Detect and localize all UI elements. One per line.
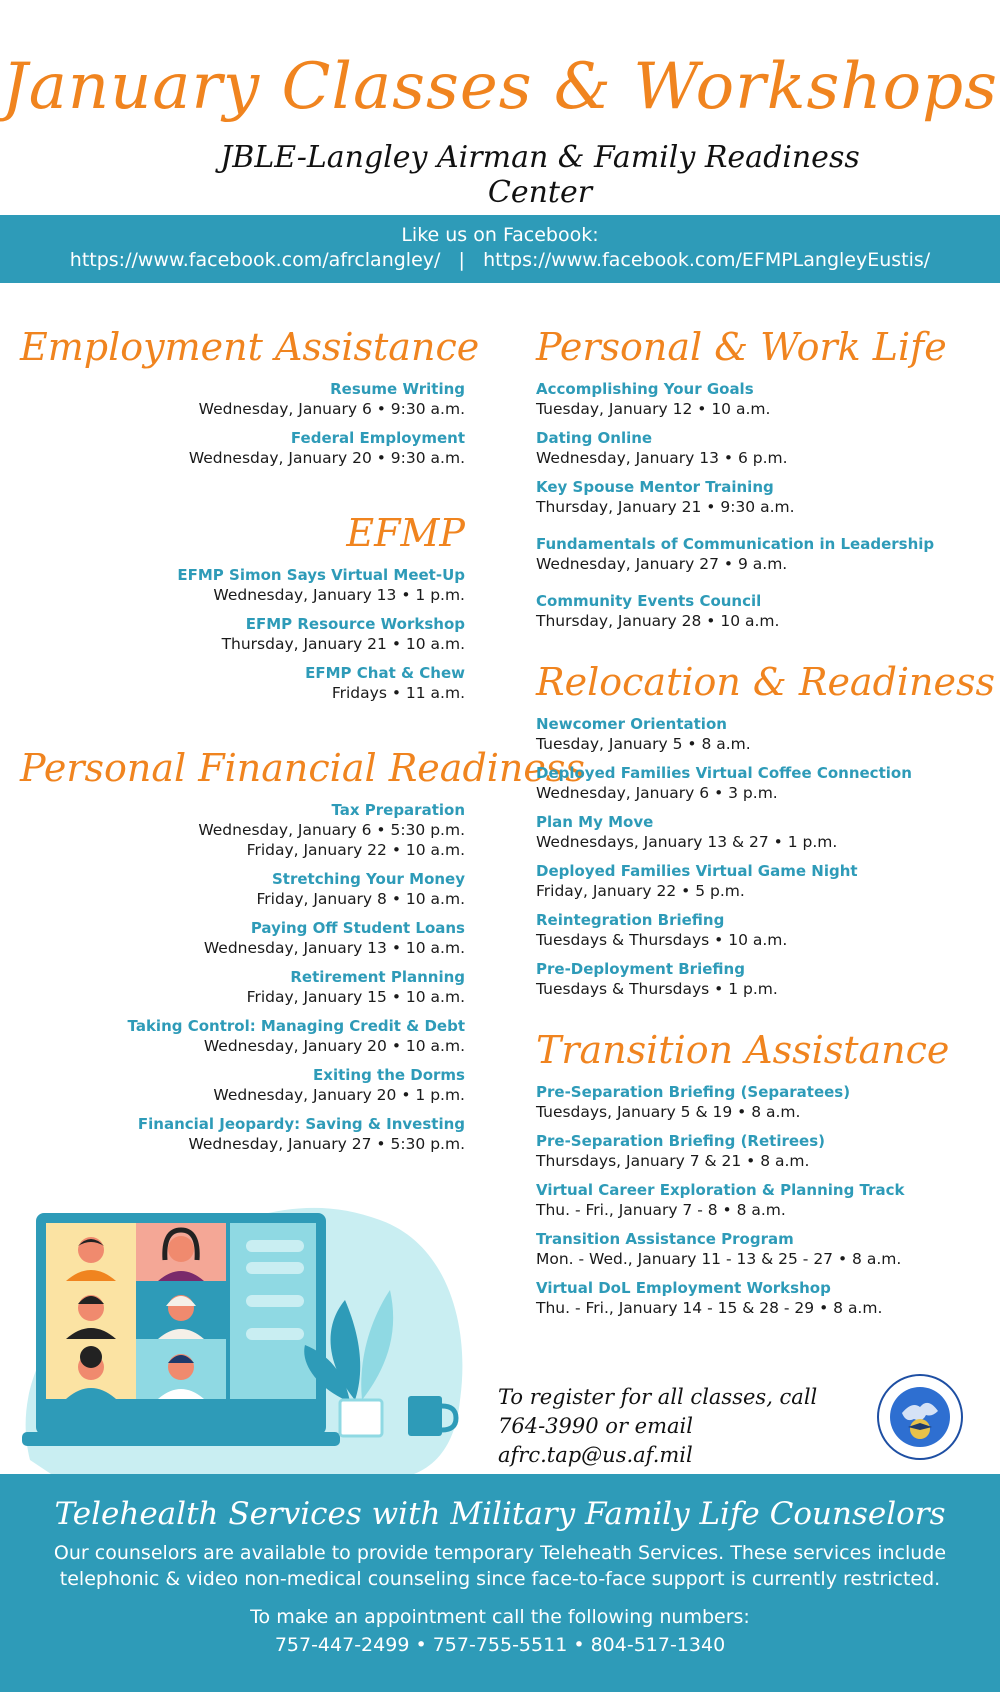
registration-line-2: 764-3990 or email afrc.tap@us.af.mil [498, 1414, 693, 1467]
telehealth-line-1: Our counselors are available to provide temporary Teleheath Services. These services include [53, 1542, 947, 1564]
class-entry [536, 592, 981, 631]
class-name[interactable]: Resume Writing [330, 380, 465, 398]
class-name[interactable]: Pre-Separation Briefing (Separatees) [536, 1083, 851, 1101]
class-name[interactable]: Virtual Career Exploration & Planning Track [536, 1181, 905, 1199]
class-name[interactable]: Tax Preparation [331, 801, 465, 819]
class-entry [536, 1132, 981, 1171]
class-name[interactable]: Virtual DoL Employment Workshop [536, 1279, 831, 1297]
class-time: Wednesday, January 20 • 10 a.m. [203, 1037, 465, 1055]
class-name[interactable]: Pre-Separation Briefing (Retirees) [536, 1132, 825, 1150]
class-name[interactable]: Financial Jeopardy: Saving & Investing [137, 1115, 465, 1133]
class-time: Thursday, January 21 • 9:30 a.m. [536, 498, 795, 516]
class-time: Friday, January 15 • 10 a.m. [246, 988, 465, 1006]
class-entry [536, 1083, 981, 1122]
class-name[interactable]: Retirement Planning [290, 968, 465, 986]
class-name[interactable]: Exiting the Dorms [313, 1066, 465, 1084]
class-name[interactable]: Transition Assistance Program [536, 1230, 794, 1248]
class-time: Wednesday, January 6 • 9:30 a.m. [198, 400, 465, 418]
class-name[interactable]: Dating Online [536, 429, 653, 447]
right-column [536, 320, 996, 1328]
class-time: Wednesday, January 13 • 6 p.m. [536, 449, 788, 467]
class-time: Wednesday, January 13 • 1 p.m. [213, 586, 465, 604]
class-name[interactable]: EFMP Resource Workshop [245, 615, 465, 633]
left-column [20, 320, 585, 1164]
class-entry [20, 566, 465, 605]
class-entry [20, 664, 465, 703]
class-time: Wednesday, January 6 • 5:30 p.m. [198, 821, 465, 839]
class-entry [536, 1230, 981, 1269]
class-entry [20, 615, 465, 654]
section-title: Relocation & Readiness [536, 660, 996, 704]
class-time: Tuesdays & Thursdays • 10 a.m. [536, 931, 788, 949]
class-entry [20, 870, 465, 909]
class-time: Tuesdays, January 5 & 19 • 8 a.m. [536, 1103, 801, 1121]
section-financial [20, 741, 585, 1154]
class-time: Friday, January 22 • 10 a.m. [246, 841, 465, 859]
class-name[interactable]: Reintegration Briefing [536, 911, 725, 929]
class-time: Friday, January 8 • 10 a.m. [256, 890, 465, 908]
section-title: EFMP [346, 511, 465, 555]
class-time: Tuesday, January 5 • 8 a.m. [536, 735, 751, 753]
registration-line-1: To register for all classes, call [498, 1385, 818, 1409]
section-title: Personal Financial Readiness [20, 746, 585, 790]
phone-numbers[interactable]: 757-447-2499 • 757-755-5511 • 804-517-1340 [274, 1634, 726, 1656]
class-entry [536, 535, 981, 574]
afrc-seal-icon [876, 1373, 964, 1461]
class-name[interactable]: EFMP Simon Says Virtual Meet-Up [177, 566, 465, 584]
class-entry [536, 764, 981, 803]
class-entry [536, 813, 981, 852]
class-entry [536, 1181, 981, 1220]
class-entry [536, 715, 981, 754]
class-name[interactable]: Taking Control: Managing Credit & Debt [127, 1017, 465, 1035]
class-time: Mon. - Wed., January 11 - 13 & 25 - 27 • 8 a.m. [536, 1250, 902, 1268]
page-subtitle: JBLE-Langley Airman & Family Readiness Center [220, 140, 860, 210]
class-entry [20, 968, 465, 1007]
facebook-link-efmp[interactable]: https://www.facebook.com/EFMPLangleyEustis/ [483, 249, 931, 271]
telehealth-banner [0, 1474, 1000, 1692]
class-entry [20, 801, 465, 860]
class-time: Tuesdays & Thursdays • 1 p.m. [536, 980, 778, 998]
class-time: Thursday, January 28 • 10 a.m. [536, 612, 780, 630]
class-name[interactable]: Key Spouse Mentor Training [536, 478, 774, 496]
registration-note [498, 1383, 878, 1470]
link-separator: | [458, 249, 465, 271]
class-time: Fridays • 11 a.m. [331, 684, 465, 702]
section-relocation [536, 655, 996, 999]
class-entry [20, 1066, 465, 1105]
section-worklife [536, 320, 981, 631]
class-time: Thu. - Fri., January 14 - 15 & 28 - 29 • 8 a.m. [536, 1299, 883, 1317]
section-transition [536, 1023, 981, 1318]
class-entry [20, 1115, 465, 1154]
class-entry [536, 1279, 981, 1318]
class-entry [536, 862, 981, 901]
video-call-illustration [0, 1150, 490, 1480]
class-time: Tuesday, January 12 • 10 a.m. [536, 400, 771, 418]
facebook-links [0, 249, 1000, 271]
class-name[interactable]: Stretching Your Money [271, 870, 465, 888]
class-entry [20, 1017, 465, 1056]
class-time: Wednesday, January 27 • 5:30 p.m. [188, 1135, 465, 1153]
class-name[interactable]: Newcomer Orientation [536, 715, 727, 733]
class-time: Wednesdays, January 13 & 27 • 1 p.m. [536, 833, 838, 851]
class-name[interactable]: Accomplishing Your Goals [536, 380, 754, 398]
section-title: Employment Assistance [20, 325, 480, 369]
class-entry [20, 380, 465, 419]
class-name[interactable]: Plan My Move [536, 813, 654, 831]
class-name[interactable]: Deployed Families Virtual Coffee Connection [536, 764, 912, 782]
class-time: Wednesday, January 13 • 10 a.m. [203, 939, 465, 957]
class-entry [536, 380, 981, 419]
class-time: Thu. - Fri., January 7 - 8 • 8 a.m. [536, 1201, 786, 1219]
telehealth-title: Telehealth Services with Military Family Life Counselors [54, 1496, 946, 1532]
class-name[interactable]: Federal Employment [290, 429, 465, 447]
class-name[interactable]: Paying Off Student Loans [250, 919, 465, 937]
class-name[interactable]: Pre-Deployment Briefing [536, 960, 745, 978]
class-entry [536, 911, 981, 950]
section-employment [20, 320, 480, 468]
class-name[interactable]: EFMP Chat & Chew [305, 664, 465, 682]
appointment-label: To make an appointment call the following numbers: [250, 1606, 750, 1628]
class-entry [20, 429, 465, 468]
class-entry [536, 960, 981, 999]
class-time: Wednesday, January 20 • 1 p.m. [213, 1086, 465, 1104]
page-title: January Classes & Workshops [2, 50, 998, 124]
facebook-banner [0, 215, 1000, 283]
section-title: Personal & Work Life [536, 325, 947, 369]
class-time: Thursdays, January 7 & 21 • 8 a.m. [536, 1152, 810, 1170]
class-name[interactable]: Fundamentals of Communication in Leadership [536, 535, 935, 553]
class-entry [536, 478, 981, 517]
facebook-label: Like us on Facebook: [401, 224, 599, 246]
class-time: Wednesday, January 27 • 9 a.m. [536, 555, 788, 573]
class-time: Wednesday, January 20 • 9:30 a.m. [188, 449, 465, 467]
telehealth-line-2: telephonic & video non-medical counseling since face-to-face support is currently restricted. [59, 1568, 941, 1590]
section-efmp [20, 506, 465, 703]
class-time: Friday, January 22 • 5 p.m. [536, 882, 745, 900]
section-title: Transition Assistance [536, 1028, 950, 1072]
facebook-link-afrclangley[interactable]: https://www.facebook.com/afrclangley/ [69, 249, 441, 271]
class-name[interactable]: Deployed Families Virtual Game Night [536, 862, 858, 880]
class-time: Thursday, January 21 • 10 a.m. [221, 635, 465, 653]
class-entry [20, 919, 465, 958]
class-name[interactable]: Community Events Council [536, 592, 762, 610]
class-time: Wednesday, January 6 • 3 p.m. [536, 784, 778, 802]
class-entry [536, 429, 981, 468]
